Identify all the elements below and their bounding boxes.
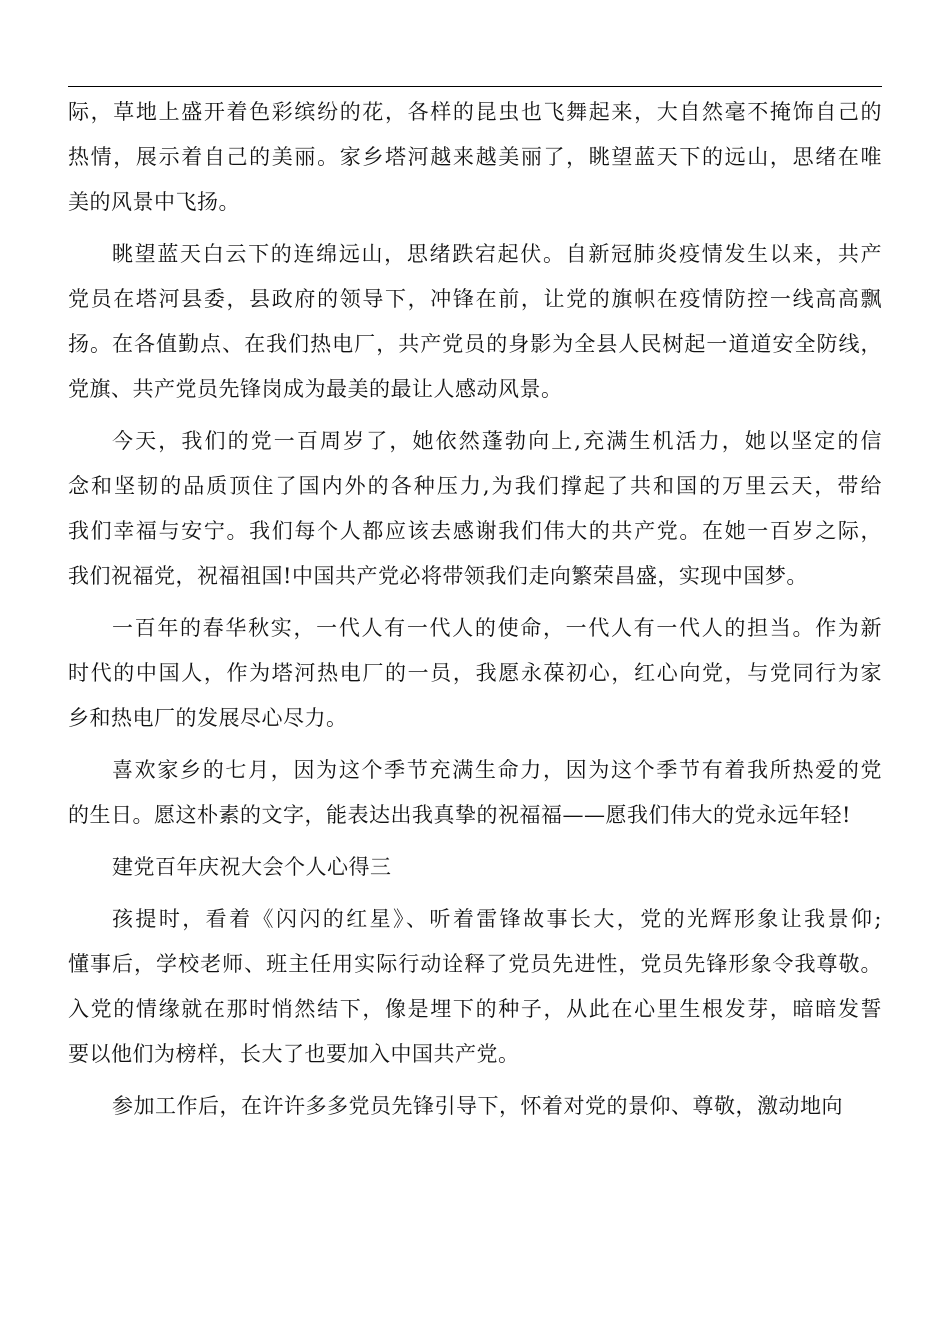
text-line: 党员在塔河县委，县政府的领导下，冲锋在前，让党的旗帜在疫情防控一线高高飘 (68, 287, 882, 311)
paragraph (68, 748, 882, 838)
text-line: 要以他们为榜样，长大了也要加入中国共产党。 (68, 1042, 520, 1066)
text-line: 孩提时，看着《闪闪的红星》、听着雷锋故事长大，党的光辉形象让我景仰; (112, 907, 882, 931)
paragraph (68, 1084, 882, 1129)
text-line: 我们幸福与安宁。我们每个人都应该去感谢我们伟大的共产党。在她一百岁之际， (68, 519, 882, 543)
text-line: 我们祝福党，祝福祖国!中国共产党必将带领我们走向繁荣昌盛，实现中国梦。 (68, 564, 808, 588)
text-line: 热情，展示着自己的美丽。家乡塔河越来越美丽了，眺望蓝天下的远山，思绪在唯 (68, 145, 882, 169)
text-line: 党旗、共产党员先锋岗成为最美的最让人感动风景。 (68, 377, 563, 401)
paragraph (68, 90, 882, 225)
header-rule (68, 86, 882, 87)
text-line: 际，草地上盛开着色彩缤纷的花，各样的昆虫也飞舞起来，大自然毫不掩饰自己的 (68, 100, 882, 124)
text-line: 眺望蓝天白云下的连绵远山，思绪跌宕起伏。自新冠肺炎疫情发生以来，共产 (112, 242, 882, 266)
text-line: 乡和热电厂的发展尽心尽力。 (68, 706, 348, 730)
text-line: 的生日。愿这朴素的文字，能表达出我真挚的祝福福——愿我们伟大的党永远年轻! (68, 803, 851, 827)
paragraph (68, 897, 882, 1077)
text-line: 建党百年庆祝大会个人心得三 (112, 855, 392, 879)
text-line: 扬。在各值勤点、在我们热电厂，共产党员的身影为全县人民树起一道道安全防线， (68, 332, 882, 356)
text-line: 参加工作后，在许许多多党员先锋引导下，怀着对党的景仰、尊敬，激动地向 (112, 1094, 843, 1118)
paragraph (68, 419, 882, 599)
document-body (68, 90, 882, 1136)
text-line: 念和坚韧的品质顶住了国内外的各种压力,为我们撑起了共和国的万里云天，带给 (68, 474, 882, 498)
text-line: 一百年的春华秋实，一代人有一代人的使命，一代人有一代人的担当。作为新 (112, 616, 882, 640)
text-line: 懂事后，学校老师、班主任用实际行动诠释了党员先进性，党员先锋形象令我尊敬。 (68, 952, 882, 976)
text-line: 喜欢家乡的七月，因为这个季节充满生命力，因为这个季节有着我所热爱的党 (112, 758, 882, 782)
paragraph (68, 606, 882, 741)
paragraph (68, 232, 882, 412)
text-line: 入党的情缘就在那时悄然结下，像是埋下的种子，从此在心里生根发芽，暗暗发誓 (68, 997, 882, 1021)
text-line: 时代的中国人，作为塔河热电厂的一员，我愿永葆初心，红心向党，与党同行为家 (68, 661, 882, 685)
text-line: 今天，我们的党一百周岁了，她依然蓬勃向上,充满生机活力，她以坚定的信 (112, 429, 882, 453)
paragraph (68, 845, 882, 890)
text-line: 美的风景中飞扬。 (68, 190, 240, 214)
